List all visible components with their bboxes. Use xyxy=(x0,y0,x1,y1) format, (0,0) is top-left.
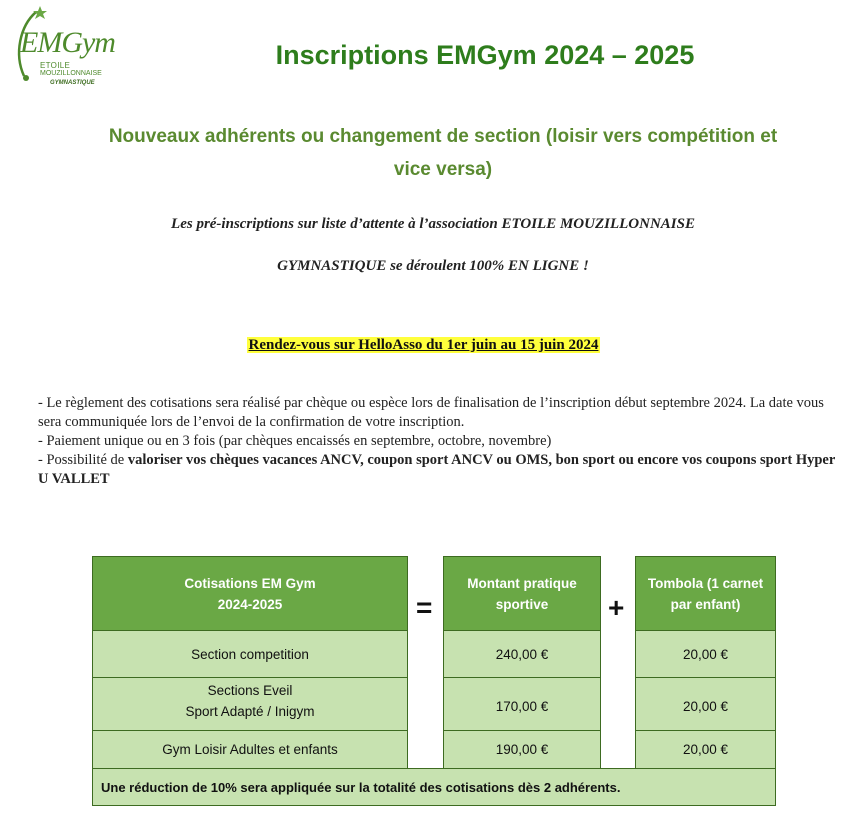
rendezvous-text: Rendez-vous sur HelloAsso du 1er juin au 15 juin 2024 xyxy=(248,337,599,353)
header-tombola-line-1: Tombola (1 carnet xyxy=(647,575,764,591)
header-cotisations xyxy=(92,556,408,631)
intro-line-1: Les pré-inscriptions sur liste d’attente à l’association ETOILE MOUZILLONNAISE xyxy=(171,216,695,232)
terms-paragraph-2: - Paiement unique ou en 3 fois (par chèques encaissés en septembre, octobre, novembre) xyxy=(38,433,552,449)
page-subtitle xyxy=(70,120,816,186)
club-logo xyxy=(6,4,118,96)
logo-line-1: ETOILE xyxy=(40,61,71,70)
row-2-section xyxy=(92,677,408,731)
terms-p3-prefix: - Possibilité de xyxy=(38,452,128,468)
header-montant-line-2: sportive xyxy=(495,596,549,612)
logo-line-2: MOUZILLONNAISE xyxy=(40,70,102,77)
terms-paragraph-3 xyxy=(38,451,838,489)
row-1-section: Section competition xyxy=(92,630,408,678)
terms-p3-bold: valoriser vos chèques vacances ANCV, coupon sport ANCV ou OMS, bon sport ou encore vos coupons sport Hyper U VALLET xyxy=(38,452,836,487)
header-tombola xyxy=(635,556,776,631)
header-montant-line-1: Montant pratique xyxy=(467,575,577,591)
logo-brand: EMGym xyxy=(20,26,115,59)
plus-sign: + xyxy=(608,592,625,623)
row-2-tombola: 20,00 € xyxy=(635,677,776,731)
row-3-section: Gym Loisir Adultes et enfants xyxy=(92,730,408,769)
terms-paragraph-1: - Le règlement des cotisations sera réalisé par chèque ou espèce lors de finalisation de l’inscription début septembre 2024. La date vous sera communiquée lors de l’envoi de la confirmation de votre inscription. xyxy=(38,395,824,430)
discount-note: Une réduction de 10% sera appliquée sur la totalité des cotisations dès 2 adhérents. xyxy=(92,768,776,806)
page-title: Inscriptions EMGym 2024 – 2025 xyxy=(275,40,695,70)
row-1-montant: 240,00 € xyxy=(443,630,601,678)
logo-line-3: GYMNASTIQUE xyxy=(50,80,95,86)
rendezvous-banner xyxy=(0,336,847,354)
header-cotisations-line-1: Cotisations EM Gym xyxy=(184,575,316,591)
row-1-tombola: 20,00 € xyxy=(635,630,776,678)
row-3-montant: 190,00 € xyxy=(443,730,601,769)
subtitle-line-1: Nouveaux adhérents ou changement de section (loisir vers compétition et xyxy=(108,126,778,147)
subtitle-line-2: vice versa) xyxy=(393,159,493,180)
header-tombola-line-2: par enfant) xyxy=(670,596,741,612)
row-2-montant: 170,00 € xyxy=(443,677,601,731)
payment-terms xyxy=(38,394,838,489)
row-3-tombola: 20,00 € xyxy=(635,730,776,769)
equals-sign: = xyxy=(416,592,433,623)
header-montant xyxy=(443,556,601,631)
intro-line-2: GYMNASTIQUE se déroulent 100% EN LIGNE ! xyxy=(277,258,589,274)
row-2-section-line-2: Sport Adapté / Inigym xyxy=(185,704,315,719)
header-cotisations-line-2: 2024-2025 xyxy=(217,596,283,612)
row-2-section-line-1: Sections Eveil xyxy=(207,683,293,698)
